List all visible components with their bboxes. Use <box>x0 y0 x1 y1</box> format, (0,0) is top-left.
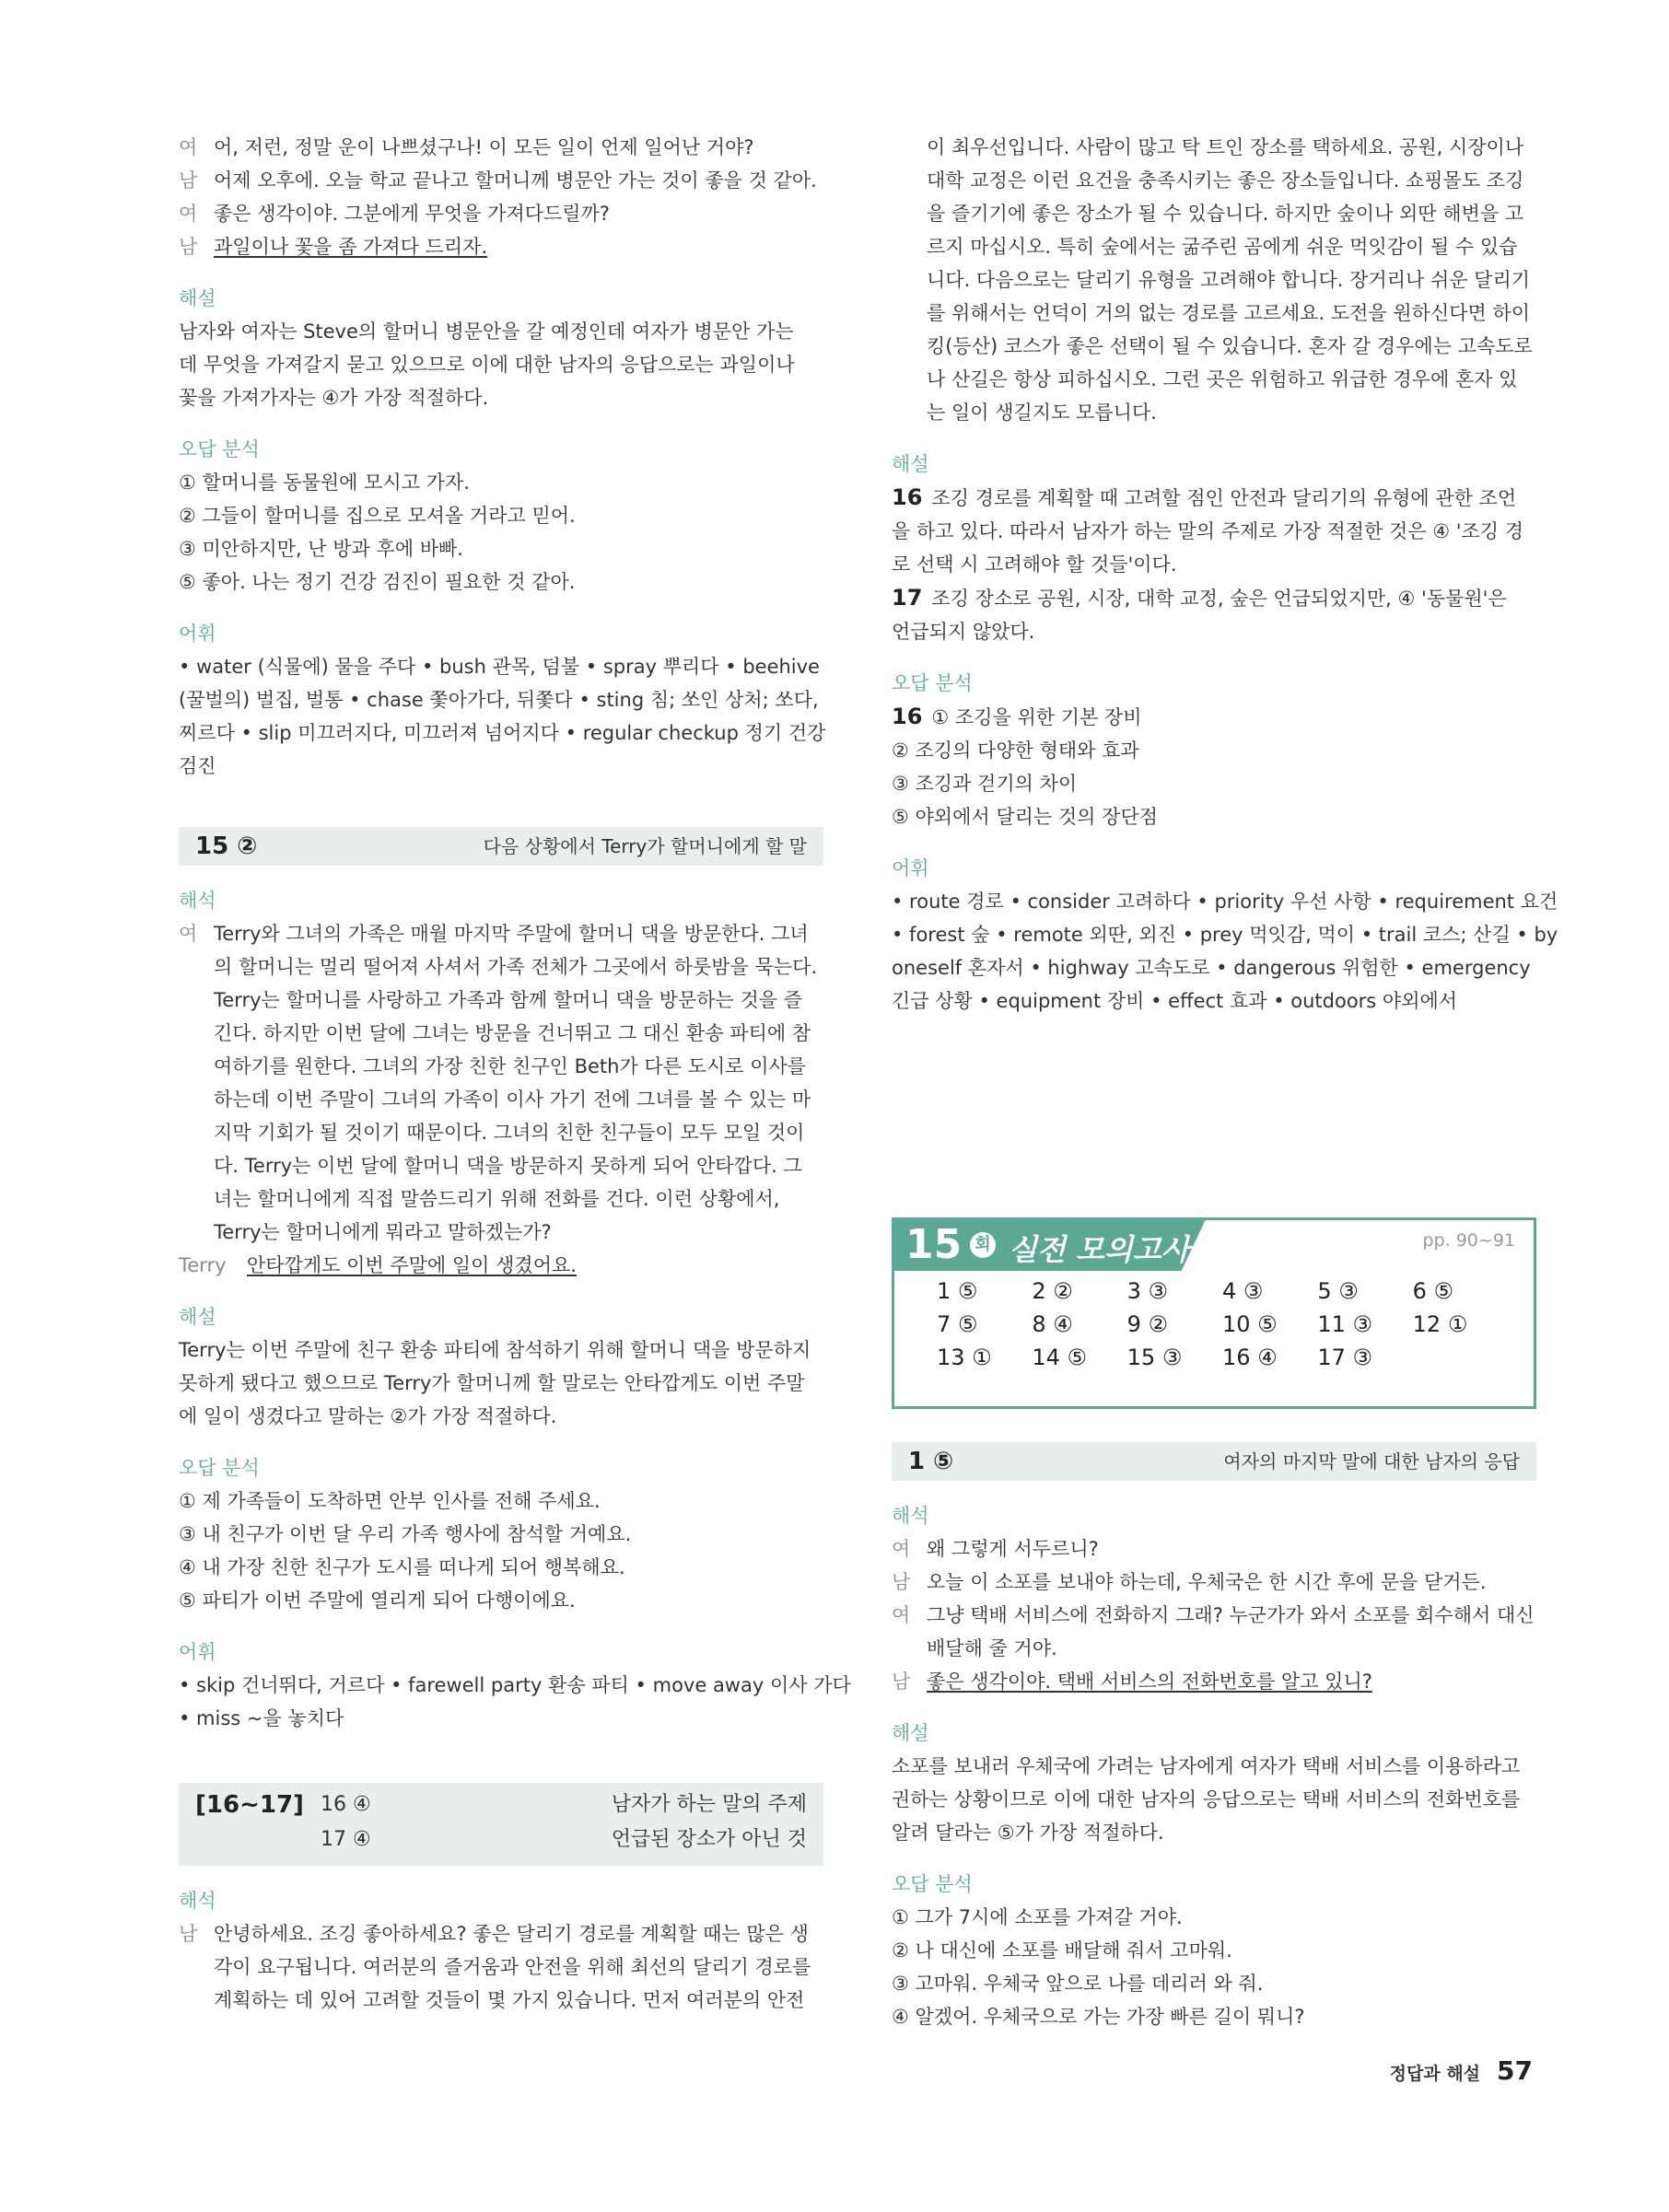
topic-16: 남자가 하는 말의 주제 <box>611 1793 807 1816</box>
wrong-answer-line: ② 나 대신에 소포를 배달해 줘서 고마워. <box>892 1939 1232 1962</box>
question-bar-16-17 <box>179 1783 823 1866</box>
passage-line: 지막 기회가 될 것이기 때문이다. 그녀의 친한 친구들이 모두 모일 것이 <box>214 1122 805 1144</box>
page-range: pp. 90~91 <box>1422 1230 1515 1251</box>
passage-line: 계획하는 데 있어 고려할 것들이 몇 가지 있습니다. 먼저 여러분의 안전 <box>214 1989 805 2011</box>
explanation-line: 꽃을 가져가자는 ④가 가장 적절하다. <box>179 387 489 409</box>
wrong-answer-line: ① 할머니를 동물원에 모시고 가자. <box>179 472 470 494</box>
section-heading: 어휘 <box>179 623 216 645</box>
passage-line: Terry는 할머니에게 뭐라고 말하겠는가? <box>214 1221 552 1243</box>
wrong-answer-line: ⑤ 야외에서 달리는 것의 장단점 <box>892 806 1158 828</box>
section-heading: 해석 <box>179 890 216 912</box>
answer-item: 13 ① <box>937 1345 992 1370</box>
explanation-line: 로 선택 시 고려해야 할 것들'이다. <box>892 553 1177 576</box>
answer-item: 11 ③ <box>1317 1311 1373 1337</box>
dialog-line: 남 과일이나 꽃을 좀 가져다 드리자. <box>179 236 488 258</box>
answer-16: 16 ④ <box>321 1793 371 1816</box>
answer-item: 5 ③ <box>1317 1278 1359 1304</box>
passage-line: 여하기를 원한다. 그녀의 가장 친한 친구인 Beth가 다른 도시로 이사를 <box>214 1055 807 1077</box>
page-footer <box>1390 2055 1533 2086</box>
section-heading: 해석 <box>179 1890 216 1912</box>
question-row-17 <box>321 1823 807 1857</box>
section-heading: 어휘 <box>179 1641 216 1663</box>
footer-label: 정답과 해설 <box>1389 2064 1481 2084</box>
section-heading: 해석 <box>892 1505 929 1527</box>
passage-line: Terry는 할머니를 사랑하고 가족과 함께 할머니 댁을 방문하는 것을 즐 <box>214 989 803 1011</box>
passage-line: 다. Terry는 이번 달에 할머니 댁을 방문하지 못하게 되어 안타깝다. 그 <box>214 1155 802 1177</box>
question-row-16 <box>321 1788 807 1822</box>
dialog-line: 배달해 줄 거야. <box>927 1637 1057 1659</box>
question-topic: 다음 상황에서 Terry가 할머니에게 할 말 <box>483 835 807 857</box>
answer-item: 17 ③ <box>1317 1345 1373 1370</box>
question-bar-1 <box>892 1442 1536 1481</box>
question-number: 15 ② <box>195 832 258 860</box>
vocab-line: • skip 건너뛰다, 거르다 • farewell party 환송 파티 • move away 이사 가다 <box>179 1674 851 1696</box>
answer-item: 4 ③ <box>1222 1278 1264 1304</box>
dialog-line: 남 오늘 이 소포를 보내야 하는데, 우체국은 한 시간 후에 문을 닫거든. <box>892 1571 1487 1593</box>
passage-line: 르지 마십시오. 특히 숲에서는 굶주린 곰에게 쉬운 먹잇감이 될 수 있습 <box>927 236 1518 258</box>
answer-item: 6 ⑤ <box>1412 1278 1454 1304</box>
vocab-line: • route 경로 • consider 고려하다 • priority 우선 사항 • requirement 요건 <box>892 891 1558 913</box>
page-number: 57 <box>1497 2055 1533 2086</box>
answer-item: 1 ⑤ <box>937 1278 978 1304</box>
right-column <box>892 131 1558 1018</box>
passage-line: 를 위해서는 언덕이 거의 없는 경로를 고르세요. 도전을 원하신다면 하이 <box>927 302 1531 324</box>
section-heading: 해설 <box>892 453 929 475</box>
wrong-answer-line: 16 ① 조깅을 위한 기본 장비 <box>892 704 1142 729</box>
answer-item: 16 ④ <box>1222 1345 1278 1370</box>
passage-line: 니다. 다음으로는 달리기 유형을 고려해야 합니다. 장거리나 쉬운 달리기 <box>927 269 1531 291</box>
explanation-line: 권하는 상황이므로 이에 대한 남자의 응답으로는 택배 서비스의 전화번호를 <box>892 1788 1521 1810</box>
vocab-line: (꿀벌의) 벌집, 벌통 • chase 쫓아가다, 뒤쫓다 • sting 침; 쏘인 상처; 쏘다, <box>179 689 819 711</box>
topic-17: 언급된 장소가 아닌 것 <box>611 1828 807 1851</box>
answer-item: 15 ③ <box>1126 1345 1183 1370</box>
section-heading: 오답 분석 <box>179 1457 260 1479</box>
passage-line: 하는데 이번 주말이 그녀의 가족이 이사 가기 전에 그녀를 볼 수 있는 마 <box>214 1089 811 1111</box>
wrong-answer-line: ③ 내 친구가 이번 달 우리 가족 행사에 참석할 거예요. <box>179 1523 632 1545</box>
vocab-line: 긴급 상황 • equipment 장비 • effect 효과 • outdoors 야외에서 <box>892 990 1458 1012</box>
passage-line: 킹(등산) 코스가 좋은 선택이 될 수 있습니다. 혼자 갈 경우에는 고속도로 <box>927 335 1533 357</box>
wrong-answer-line: ⑤ 파티가 이번 주말에 열리게 되어 다행이에요. <box>179 1589 576 1612</box>
vocab-line: 검진 <box>179 755 216 777</box>
passage-line: 녀는 할머니에게 직접 말씀드리기 위해 전화를 건다. 이런 상황에서, <box>214 1188 780 1210</box>
explanation-line: 남자와 여자는 Steve의 할머니 병문안을 갈 예정인데 여자가 병문안 가는 <box>179 320 794 343</box>
section-heading: 어휘 <box>892 857 929 879</box>
passage-line: 나 산길은 항상 피하십시오. 그런 곳은 위험하고 위급한 경우에 혼자 있 <box>927 368 1518 390</box>
dialog-top <box>179 131 823 263</box>
answer-item: 7 ⑤ <box>937 1311 978 1337</box>
test-number: 15 <box>905 1221 963 1268</box>
section-heading: 해설 <box>179 1306 216 1328</box>
answer-17: 17 ④ <box>321 1828 371 1851</box>
question-topic: 여자의 마지막 말에 대한 남자의 응답 <box>1223 1450 1520 1473</box>
dialog-line: 여 좋은 생각이야. 그분에게 무엇을 가져다드릴까? <box>179 203 610 225</box>
question-bar-15 <box>179 827 823 866</box>
vocab-line: oneself 혼자서 • highway 고속도로 • dangerous 위험한 • emergency <box>892 957 1531 979</box>
section-heading: 오답 분석 <box>179 438 260 460</box>
wrong-answer-line: ② 조깅의 다양한 형태와 효과 <box>892 739 1139 762</box>
answer-item: 8 ④ <box>1032 1311 1073 1337</box>
wrong-answer-line: ⑤ 좋아. 나는 정기 건강 검진이 필요한 것 같아. <box>179 571 576 593</box>
passage-line: 남 안녕하세요. 조깅 좋아하세요? 좋은 달리기 경로를 계획할 때는 많은 생 <box>179 1923 809 1945</box>
wrong-answer-line: ① 그가 7시에 소포를 가져갈 거야. <box>892 1906 1183 1928</box>
explanation-line: 을 하고 있다. 따라서 남자가 하는 말의 주제로 가장 적절한 것은 ④ '조깅 경 <box>892 520 1524 542</box>
wrong-answer-line: ③ 조깅과 걷기의 차이 <box>892 773 1078 795</box>
wrong-answer-line: ④ 내 가장 친한 친구가 도시를 떠나게 되어 행복해요. <box>179 1556 625 1578</box>
left-column <box>179 131 851 2017</box>
vocab-line: 찌르다 • slip 미끄러지다, 미끄러져 넘어지다 • regular checkup 정기 건강 <box>179 722 826 744</box>
test-title: 실전 모의고사 <box>1009 1232 1190 1267</box>
answer-key-box <box>892 1217 1536 1409</box>
explanation-line: 못하게 됐다고 했으므로 Terry가 할머니께 할 말로는 안타깝게도 이번 주말 <box>179 1372 805 1394</box>
banner-rule <box>1189 1217 1536 1220</box>
section-heading: 해설 <box>892 1722 929 1744</box>
explanation-line: 16 조깅 경로를 계획할 때 고려할 점인 안전과 달리기의 유형에 관한 조언 <box>892 484 1517 510</box>
dialog-line: 여 왜 그렇게 서두르니? <box>892 1538 1099 1560</box>
dialog-line: 여 어, 저런, 정말 운이 나쁘셨구나! 이 모든 일이 언제 일어난 거야? <box>179 136 754 158</box>
wrong-answer-line: ① 제 가족들이 도착하면 안부 인사를 전해 주세요. <box>179 1490 601 1512</box>
vocab-line: • miss ~을 놓치다 <box>179 1707 344 1729</box>
answer-item: 14 ⑤ <box>1032 1345 1088 1370</box>
passage-line: 여 Terry와 그녀의 가족은 매월 마지막 주말에 할머니 댁을 방문한다. 그녀 <box>179 923 809 945</box>
answer-item: 10 ⑤ <box>1222 1311 1278 1337</box>
passage-line: 의 할머니는 멀리 떨어져 사셔서 가족 전체가 그곳에서 하룻밤을 묵는다. <box>214 956 818 978</box>
answer-item: 9 ② <box>1126 1311 1169 1337</box>
passage-line: 각이 요구됩니다. 여러분의 즐거움과 안전을 위해 최선의 달리기 경로를 <box>214 1956 811 1978</box>
explanation-line: 17 조깅 장소로 공원, 시장, 대학 교정, 숲은 언급되었지만, ④ '동물원'은 <box>892 585 1507 611</box>
wrong-answer-line: ③ 고마워. 우체국 앞으로 나를 데리러 와 줘. <box>892 1973 1264 1995</box>
vocab-line: • water (식물에) 물을 주다 • bush 관목, 덤불 • spray 뿌리다 • beehive <box>179 656 820 678</box>
wrong-answer-line: ④ 알겠어. 우체국으로 가는 가장 빠른 길이 뭐니? <box>892 2006 1305 2028</box>
dialog-line: 남 좋은 생각이야. 택배 서비스의 전화번호를 알고 있니? <box>892 1671 1372 1693</box>
answer-item: 12 ① <box>1412 1311 1468 1337</box>
wrong-answer-line: ③ 미안하지만, 난 방과 후에 바빠. <box>179 538 463 560</box>
passage-line: 이 최우선입니다. 사람이 많고 탁 트인 장소를 택하세요. 공원, 시장이나 <box>927 136 1524 158</box>
explanation-line: 에 일이 생겼다고 말하는 ②가 가장 적절하다. <box>179 1405 557 1427</box>
explanation-line: Terry는 이번 주말에 친구 환송 파티에 참석하기 위해 할머니 댁을 방문하지 <box>179 1339 811 1361</box>
passage-line: 대학 교정은 이런 요건을 충족시키는 좋은 장소들입니다. 쇼핑몰도 조깅 <box>927 169 1524 192</box>
wrong-answer-line: ② 그들이 할머니를 집으로 모셔올 거라고 믿어. <box>179 505 576 527</box>
answer-item: 3 ③ <box>1126 1278 1169 1304</box>
answer-grid <box>920 1278 1491 1370</box>
answer-line: Terry 안타깝게도 이번 주말에 일이 생겼어요. <box>179 1254 577 1276</box>
dialog-line: 남 어제 오후에. 오늘 학교 끝나고 할머니께 병문안 가는 것이 좋을 것 같아. <box>179 169 817 192</box>
section-heading: 오답 분석 <box>892 1873 973 1895</box>
right-column-lower <box>892 1442 1536 2033</box>
question-range: [16~17] <box>195 1791 304 1819</box>
explanation-line: 데 무엇을 가져갈지 묻고 있으므로 이에 대한 남자의 응답으로는 과일이나 <box>179 354 795 376</box>
dialog-line: 여 그냥 택배 서비스에 전화하지 그래? 누군가가 와서 소포를 회수해서 대신 <box>892 1604 1535 1626</box>
test-circle-label: 회 <box>970 1232 996 1258</box>
explanation-line: 언급되지 않았다. <box>892 621 1035 643</box>
explanation-line: 소포를 보내러 우체국에 가려는 남자에게 여자가 택배 서비스를 이용하라고 <box>892 1755 1521 1777</box>
section-heading: 오답 분석 <box>892 672 973 694</box>
passage-line: 는 일이 생길지도 모릅니다. <box>927 402 1157 424</box>
section-heading: 해설 <box>179 287 216 309</box>
explanation-line: 알려 달라는 ⑤가 가장 적절하다. <box>892 1822 1164 1844</box>
vocab-line: • forest 숲 • remote 외딴, 외진 • prey 먹잇감, 먹이 • trail 코스; 산길 • by <box>892 924 1558 946</box>
answer-item: 2 ② <box>1032 1278 1073 1304</box>
question-number: 1 ⑤ <box>908 1448 954 1475</box>
passage-line: 을 즐기기에 좋은 장소가 될 수 있습니다. 하지만 숲이나 외딴 해변을 고 <box>927 203 1524 225</box>
passage-line: 긴다. 하지만 이번 달에 그녀는 방문을 건너뛰고 그 대신 환송 파티에 참 <box>214 1022 811 1044</box>
